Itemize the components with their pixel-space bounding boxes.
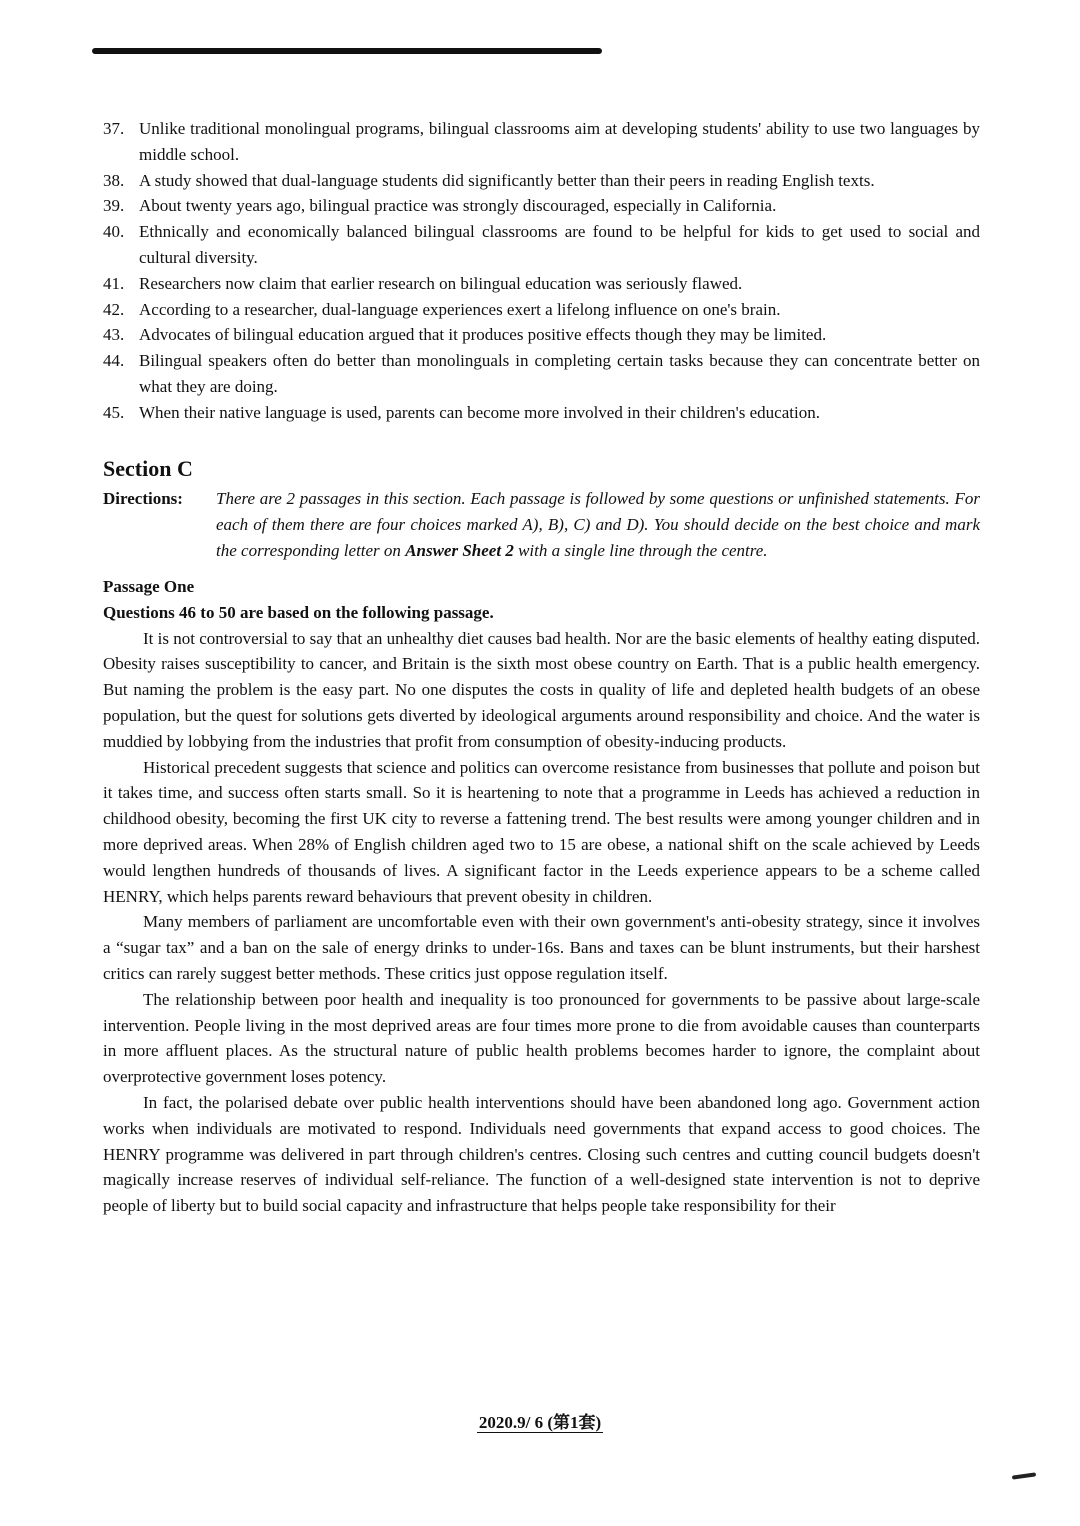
statement-text: Bilingual speakers often do better than monolinguals in completing certain tasks because they can concentrate better on what they are doing. (139, 351, 980, 396)
statement-item (103, 193, 980, 219)
passage-paragraph: The relationship between poor health and inequality is too pronounced for governments to be passive about large-scale intervention. People living in the most deprived areas are four times more prone to die from avoidable causes than counterparts in more affluent places. As the structural nature of public health problems becomes harder to ignore, the complaint about overprotective government loses potency. (103, 989, 980, 1087)
statement-item (103, 116, 980, 168)
statement-item (103, 348, 980, 400)
statement-number: 45. (103, 402, 125, 422)
statement-number: 39. (103, 196, 125, 216)
statement-item (103, 168, 980, 194)
top-rule (92, 48, 602, 54)
passage-paragraph: It is not controversial to say that an unhealthy diet causes bad health. Nor are the basic elements of healthy eating disputed. Obesity raises susceptibility to cancer, and Britain is the sixth most obese country on Earth. That is a public health emergency. But naming the problem is the easy part. No one disputes the costs in quality of life and depleted health budgets of an obese population, but the quest for solutions gets diverted by ideological arguments around responsibility and choice. And the water is muddied by lobbying from the industries that profit from consumption of obesity-inducing products. (103, 628, 980, 751)
directions-label: Directions: (103, 488, 183, 508)
statement-item (103, 322, 980, 348)
statement-item (103, 297, 980, 323)
statement-number: 42. (103, 299, 125, 319)
statement-text: Unlike traditional monolingual programs, bilingual classrooms aim at developing students' ability to use two languages by middle school. (139, 119, 980, 164)
page-number-label: 2020.9/ 6 (第1套) (478, 1413, 602, 1432)
statement-text: Researchers now claim that earlier research on bilingual education was seriously flawed. (139, 273, 743, 293)
passage-subtitle: Questions 46 to 50 are based on the following passage. (103, 602, 494, 622)
passage-paragraph: Historical precedent suggests that science and politics can overcome resistance from businesses that pollute and poison but it takes time, and success often starts small. So it is heartening to note that a programme in Leeds has achieved a reduction in childhood obesity, becoming the first UK city to reverse a fattening trend. The best results were among younger children and in more deprived areas. When 28% of English children aged two to 15 are obese, a national shift on the scale achieved by Leeds would lengthen hundreds of thousands of lives. A significant factor in the Leeds experience appears to be a scheme called HENRY, which helps parents reward behaviours that prevent obesity in children. (103, 757, 980, 906)
statement-number: 43. (103, 325, 125, 345)
statement-number: 44. (103, 351, 125, 371)
section-title: Section C (103, 455, 193, 481)
statement-text: A study showed that dual-language students did significantly better than their peers in reading English texts. (139, 170, 875, 190)
statement-text: About twenty years ago, bilingual practice was strongly discouraged, especially in California. (139, 196, 777, 216)
statement-item (103, 271, 980, 297)
directions-block (103, 486, 980, 564)
passage-paragraph: In fact, the polarised debate over public health interventions should have been abandoned long ago. Government action works when individuals are motivated to respond. Individuals need governments that expand access to good choices. The HENRY programme was delivered in part through children's centres. Closing such centres and cutting council budgets doesn't magically increase reserves of individual self-reliance. The function of a well-designed state intervention is not to deprive people of liberty but to build social capacity and infrastructure that helps people take responsibility for their (103, 1092, 980, 1216)
directions-text (216, 486, 980, 564)
statement-number: 38. (103, 170, 125, 190)
answer-sheet-label: Answer Sheet 2 (405, 540, 514, 560)
page-content (103, 116, 980, 1219)
statement-text: According to a researcher, dual-language experiences exert a lifelong influence on one's brain. (139, 299, 781, 319)
statement-text: When their native language is used, parents can become more involved in their children's education. (139, 402, 820, 422)
statement-item (103, 219, 980, 271)
statement-item (103, 400, 980, 426)
statement-number: 40. (103, 222, 125, 242)
statement-number: 41. (103, 273, 125, 293)
passage-paragraph: Many members of parliament are uncomfortable even with their own government's anti-obesity strategy, since it involves a “sugar tax” and a ban on the sale of energy drinks to under-16s. Bans and taxes can be blunt instruments, but their harshest critics can rarely suggest better methods. These critics just oppose regulation itself. (103, 912, 980, 983)
passage-title: Passage One (103, 576, 195, 596)
corner-mark (1012, 1472, 1036, 1479)
statement-number: 37. (103, 119, 125, 138)
directions-text-part: There are 2 passages in this section. Each passage is followed by some questions or unfinished statements. For each of them there are four choices marked A), B), C) and D). You should decide on the best choice and mark the corresponding letter on (216, 488, 980, 560)
directions-text-part: with a single line through the centre. (513, 540, 768, 560)
statement-list (103, 116, 980, 426)
page-footer (0, 1408, 1080, 1433)
statement-text: Ethnically and economically balanced bilingual classrooms are found to be helpful for kids to get used to social and cultural diversity. (139, 222, 980, 267)
statement-text: Advocates of bilingual education argued that it produces positive effects though they may be limited. (139, 325, 827, 345)
